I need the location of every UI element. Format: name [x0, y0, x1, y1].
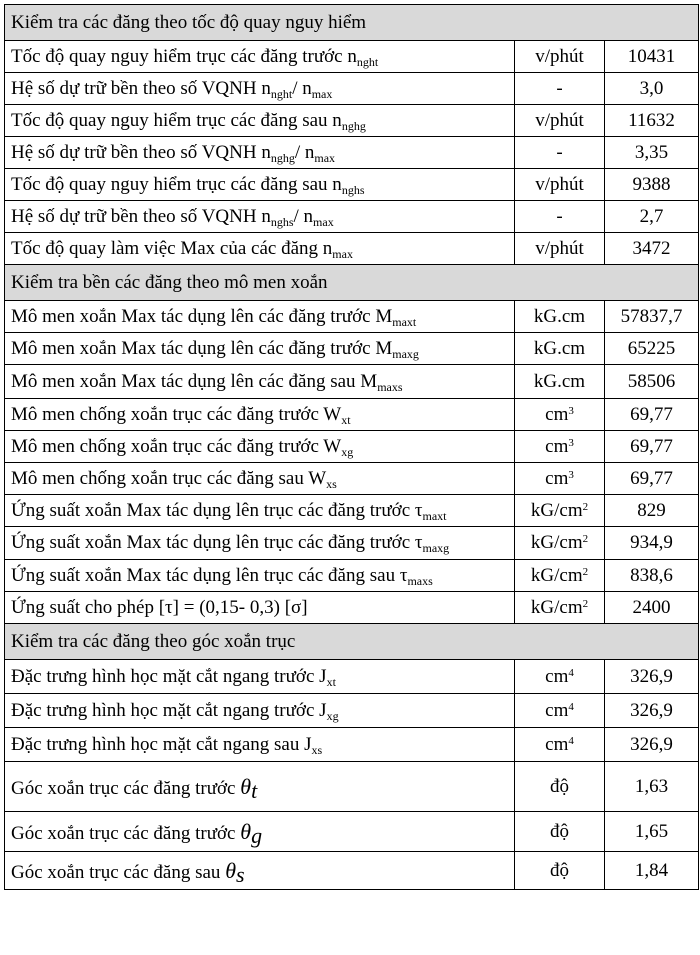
table-row: [5, 333, 699, 365]
table-row: [5, 694, 699, 728]
unit-superscript: 3: [568, 436, 574, 449]
theta-symbol: θ: [240, 818, 252, 844]
row-value: 69,77: [605, 463, 699, 495]
unit-text: v/phút: [535, 109, 584, 131]
unit-text: độ: [550, 859, 569, 881]
theta-symbol: θ: [240, 773, 252, 799]
unit-text: cm: [545, 665, 569, 687]
unit-text: kG.cm: [533, 337, 586, 359]
label-text: Tốc độ quay nguy hiểm trục các đăng sau n: [11, 173, 342, 195]
row-value: 9388: [605, 169, 699, 201]
row-value: 838,6: [605, 560, 699, 592]
unit-superscript: 4: [568, 734, 574, 747]
label-text: Mô men chống xoắn trục các đăng sau W: [11, 467, 327, 489]
row-label: [5, 301, 515, 333]
row-unit: [515, 365, 605, 399]
row-unit: [515, 169, 605, 201]
unit-text: độ: [550, 775, 569, 797]
row-unit: [515, 41, 605, 73]
label-subscript: xg: [326, 708, 339, 723]
row-label: [5, 560, 515, 592]
table-row: [5, 660, 699, 694]
label-text-2: / n: [292, 77, 312, 99]
row-label: [5, 592, 515, 624]
unit-text: cm: [545, 403, 569, 425]
label-text: Ứng suất xoắn Max tác dụng lên trục các đăng trước τ: [11, 499, 423, 521]
row-label: [5, 431, 515, 463]
section-title: Kiểm tra các đăng theo tốc độ quay nguy hiểm: [5, 5, 699, 41]
row-label: [5, 762, 515, 812]
unit-text: v/phút: [535, 173, 584, 195]
row-value: 69,77: [605, 431, 699, 463]
table-row: [5, 233, 699, 265]
row-label: [5, 728, 515, 762]
unit-text: cm: [545, 467, 569, 489]
label-subscript: xg: [341, 444, 354, 459]
table-row: [5, 41, 699, 73]
row-value: 829: [605, 495, 699, 527]
table-row: [5, 852, 699, 890]
row-unit: [515, 463, 605, 495]
row-unit: [515, 301, 605, 333]
section-title: Kiểm tra bền các đăng theo mô men xoắn: [5, 265, 699, 301]
label-text: Đặc trưng hình học mặt cắt ngang trước J: [11, 665, 327, 687]
section-header: [5, 265, 699, 301]
row-unit: [515, 201, 605, 233]
unit-superscript: 4: [568, 700, 574, 713]
table-row: [5, 73, 699, 105]
row-label: [5, 495, 515, 527]
table-row: [5, 169, 699, 201]
row-value: 3472: [605, 233, 699, 265]
row-value: 58506: [605, 365, 699, 399]
row-value: 10431: [605, 41, 699, 73]
label-subscript: maxt: [392, 314, 417, 329]
row-value: 1,84: [605, 852, 699, 890]
row-unit: [515, 105, 605, 137]
unit-text: kG/cm: [530, 499, 583, 521]
label-subscript-2: max: [314, 150, 336, 165]
unit-superscript: 3: [568, 468, 574, 481]
row-value: 934,9: [605, 527, 699, 560]
row-label: [5, 105, 515, 137]
label-subscript-2: max: [313, 214, 334, 229]
row-unit: [515, 592, 605, 624]
label-text: Ứng suất cho phép [τ] = (0,15- 0,3) [σ]: [11, 596, 308, 618]
row-unit: [515, 527, 605, 560]
unit-text: -: [556, 77, 563, 99]
unit-text: -: [556, 205, 563, 227]
label-text: Mô men chống xoắn trục các đăng trước W: [11, 435, 342, 457]
row-value: 1,65: [605, 812, 699, 852]
row-unit: [515, 728, 605, 762]
row-label: [5, 73, 515, 105]
row-label: [5, 137, 515, 169]
label-subscript: nght: [270, 86, 293, 101]
section-title: Kiểm tra các đăng theo góc xoắn trục: [5, 624, 699, 660]
label-text-2: / n: [293, 205, 314, 227]
unit-text: v/phút: [535, 237, 584, 259]
row-label: [5, 399, 515, 431]
row-unit: [515, 399, 605, 431]
label-text: Hệ số dự trữ bền theo số VQNH n: [11, 77, 271, 99]
row-label: [5, 852, 515, 890]
label-text: Đặc trưng hình học mặt cắt ngang sau J: [11, 733, 312, 755]
label-text: Tốc độ quay nguy hiểm trục các đăng trước n: [11, 45, 357, 67]
spec-table-body: [5, 5, 699, 890]
unit-text: kG.cm: [533, 370, 586, 392]
row-unit: [515, 73, 605, 105]
table-row: [5, 527, 699, 560]
table-row: [5, 301, 699, 333]
row-label: [5, 333, 515, 365]
row-label: [5, 201, 515, 233]
section-header: [5, 624, 699, 660]
label-subscript: max: [332, 246, 353, 261]
row-value: 326,9: [605, 660, 699, 694]
row-label: [5, 463, 515, 495]
unit-text: độ: [550, 820, 569, 842]
label-subscript: xs: [326, 476, 337, 491]
row-value: 326,9: [605, 694, 699, 728]
row-value: 2400: [605, 592, 699, 624]
table-row: [5, 592, 699, 624]
row-unit: [515, 333, 605, 365]
label-subscript: xt: [326, 674, 336, 689]
label-text: Góc xoắn trục các đăng trước: [11, 777, 241, 799]
label-subscript: xs: [311, 742, 323, 757]
unit-superscript: 2: [582, 533, 589, 545]
table-row: [5, 728, 699, 762]
label-text: Góc xoắn trục các đăng trước: [11, 822, 241, 844]
theta-subscript: t: [251, 777, 258, 803]
label-subscript: nghs: [270, 214, 294, 229]
unit-text: kG/cm: [530, 596, 583, 618]
label-subscript: nghg: [341, 118, 366, 133]
table-row: [5, 201, 699, 233]
label-subscript: nght: [356, 54, 379, 69]
label-text: Hệ số dự trữ bền theo số VQNH n: [11, 141, 271, 163]
row-unit: [515, 137, 605, 169]
spec-table: [4, 4, 699, 890]
table-row: [5, 463, 699, 495]
row-label: [5, 660, 515, 694]
label-text: Mô men xoắn Max tác dụng lên các đăng trước M: [11, 305, 393, 327]
table-row: [5, 105, 699, 137]
theta-symbol: θ: [225, 857, 236, 883]
row-unit: [515, 660, 605, 694]
row-label: [5, 233, 515, 265]
row-label: [5, 812, 515, 852]
unit-superscript: 3: [568, 404, 574, 417]
label-text-2: / n: [294, 141, 315, 163]
table-row: [5, 495, 699, 527]
row-unit: [515, 812, 605, 852]
row-unit: [515, 762, 605, 812]
row-value: 3,0: [605, 73, 699, 105]
label-subscript: maxt: [422, 508, 447, 523]
label-text: Góc xoắn trục các đăng sau: [11, 861, 226, 883]
row-value: 326,9: [605, 728, 699, 762]
label-subscript: maxs: [377, 379, 403, 394]
label-subscript: nghs: [341, 182, 365, 197]
unit-superscript: 2: [582, 500, 589, 513]
label-text: Mô men chống xoắn trục các đăng trước W: [11, 403, 342, 425]
row-label: [5, 41, 515, 73]
label-subscript: maxg: [392, 346, 419, 361]
label-text: Ứng suất xoắn Max tác dụng lên trục các đăng trước τ: [11, 532, 423, 553]
row-label: [5, 365, 515, 399]
label-subscript: nghg: [270, 150, 295, 165]
unit-superscript: 4: [568, 666, 574, 679]
label-text: Mô men xoắn Max tác dụng lên các đăng sau M: [11, 370, 378, 392]
label-text: Tốc độ quay nguy hiểm trục các đăng sau n: [11, 109, 342, 131]
unit-text: cm: [545, 733, 569, 755]
label-subscript-2: max: [311, 86, 333, 101]
table-row: [5, 812, 699, 852]
row-value: 2,7: [605, 201, 699, 233]
label-subscript: xt: [341, 412, 351, 427]
row-value: 65225: [605, 333, 699, 365]
row-value: 11632: [605, 105, 699, 137]
unit-superscript: 2: [582, 597, 589, 610]
section-header: [5, 5, 699, 41]
label-text: Tốc độ quay làm việc Max của các đăng n: [11, 237, 333, 259]
table-row: [5, 137, 699, 169]
table-row: [5, 365, 699, 399]
label-text: Đặc trưng hình học mặt cắt ngang trước J: [11, 699, 327, 721]
row-unit: [515, 431, 605, 463]
table-row: [5, 762, 699, 812]
row-unit: [515, 560, 605, 592]
table-row: [5, 431, 699, 463]
row-value: 3,35: [605, 137, 699, 169]
unit-text: kG/cm: [530, 564, 583, 586]
theta-subscript: g: [251, 822, 263, 848]
row-unit: [515, 495, 605, 527]
unit-text: kG/cm: [530, 532, 583, 553]
unit-superscript: 2: [582, 565, 589, 578]
row-value: 57837,7: [605, 301, 699, 333]
unit-text: cm: [545, 435, 569, 457]
row-value: 1,63: [605, 762, 699, 812]
row-value: 69,77: [605, 399, 699, 431]
row-label: [5, 169, 515, 201]
label-subscript: maxg: [422, 541, 450, 555]
unit-text: kG.cm: [533, 305, 586, 327]
row-unit: [515, 233, 605, 265]
row-label: [5, 694, 515, 728]
row-label: [5, 527, 515, 560]
unit-text: cm: [545, 699, 569, 721]
theta-subscript: s: [236, 861, 245, 887]
unit-text: -: [556, 141, 563, 163]
table-row: [5, 560, 699, 592]
row-unit: [515, 694, 605, 728]
table-row: [5, 399, 699, 431]
unit-text: v/phút: [535, 45, 584, 67]
label-text: Ứng suất xoắn Max tác dụng lên trục các đăng sau τ: [11, 564, 408, 586]
label-subscript: maxs: [407, 573, 433, 588]
label-text: Hệ số dự trữ bền theo số VQNH n: [11, 205, 271, 227]
row-unit: [515, 852, 605, 890]
label-text: Mô men xoắn Max tác dụng lên các đăng trước M: [11, 337, 393, 359]
